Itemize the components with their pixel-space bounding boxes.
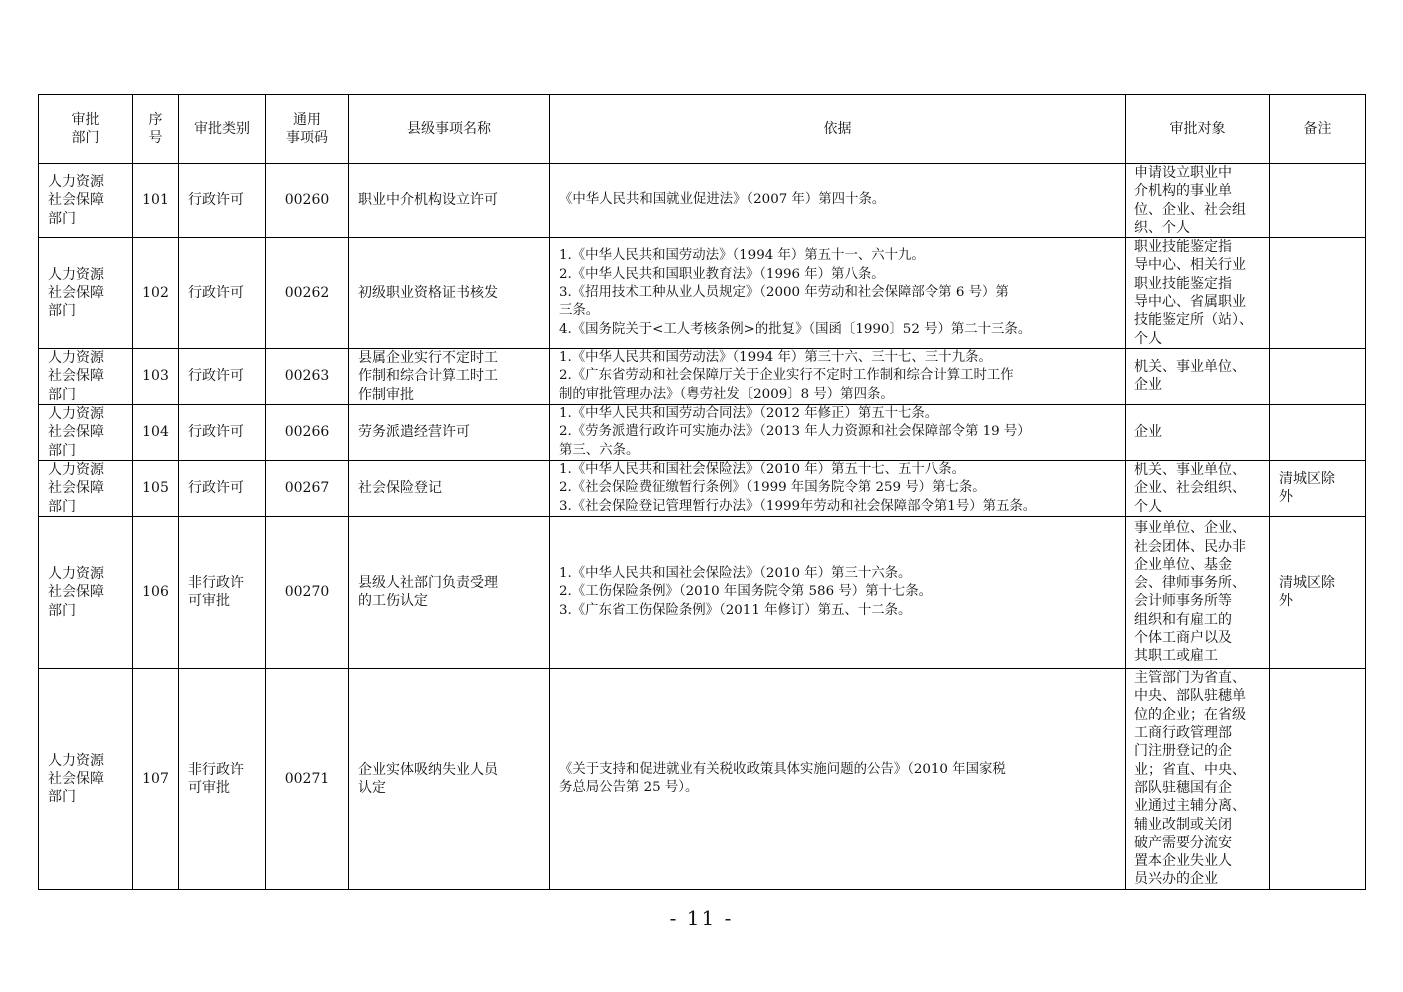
code-cell: 00270 xyxy=(266,516,349,668)
table-row xyxy=(39,238,1366,349)
target-cell: 职业技能鉴定指 导中心、相关行业 职业技能鉴定指 导中心、省属职业 技能鉴定所（站）、 个人 xyxy=(1126,238,1270,349)
item-name-cell: 社会保险登记 xyxy=(349,460,550,516)
code-cell: 00263 xyxy=(266,348,349,404)
basis-cell: 1.《中华人民共和国社会保险法》（2010 年）第五十七、五十八条。 2.《社会保险费征缴暂行条例》（1999 年国务院令第 259 号）第七条。 3.《社会保险登记管理暂行办法》（1999年劳动和社会保障部令第1号）第五条。 xyxy=(550,460,1126,516)
dept-cell: 人力资源 社会保障 部门 xyxy=(39,238,133,349)
number-cell: 102 xyxy=(133,238,179,349)
basis-cell: 1.《中华人民共和国劳动合同法》（2012 年修正）第五十七条。 2.《劳务派遣行政许可实施办法》（2013 年人力资源和社会保障部令第 19 号） 第三、六条。 xyxy=(550,404,1126,460)
dept-cell: 人力资源 社会保障 部门 xyxy=(39,668,133,889)
target-cell: 事业单位、企业、 社会团体、民办非 企业单位、基金 会、律师事务所、 会计师事务所等 组织和有雇工的 个体工商户以及 其职工或雇工 xyxy=(1126,516,1270,668)
basis-cell: 《关于支持和促进就业有关税收政策具体实施问题的公告》（2010 年国家税 务总局公告第 25 号）。 xyxy=(550,668,1126,889)
approval-items-table xyxy=(38,94,1366,890)
header-category: 审批类别 xyxy=(179,95,266,164)
item-name-cell: 初级职业资格证书核发 xyxy=(349,238,550,349)
table-row xyxy=(39,404,1366,460)
category-cell: 行政许可 xyxy=(179,348,266,404)
basis-cell: 《中华人民共和国就业促进法》（2007 年）第四十条。 xyxy=(550,164,1126,238)
table-header-row xyxy=(39,95,1366,164)
target-cell: 申请设立职业中 介机构的事业单 位、企业、社会组 织、个人 xyxy=(1126,164,1270,238)
item-name-cell: 企业实体吸纳失业人员 认定 xyxy=(349,668,550,889)
dept-cell: 人力资源 社会保障 部门 xyxy=(39,164,133,238)
remark-cell xyxy=(1270,164,1366,238)
number-cell: 101 xyxy=(133,164,179,238)
remark-cell xyxy=(1270,348,1366,404)
number-cell: 104 xyxy=(133,404,179,460)
dept-cell: 人力资源 社会保障 部门 xyxy=(39,348,133,404)
header-remark: 备注 xyxy=(1270,95,1366,164)
basis-cell: 1.《中华人民共和国劳动法》（1994 年）第五十一、六十九。 2.《中华人民共和国职业教育法》（1996 年）第八条。 3.《招用技术工种从业人员规定》（2000 年劳动和社会保障部令第 6 号）第 三条。 4.《国务院关于<工人考核条例>的批复》（国函〔1990〕52 号）第二十三条。 xyxy=(550,238,1126,349)
item-name-cell: 县属企业实行不定时工 作制和综合计算工时工 作制审批 xyxy=(349,348,550,404)
table-row xyxy=(39,460,1366,516)
target-cell: 机关、事业单位、 企业 xyxy=(1126,348,1270,404)
remark-cell xyxy=(1270,238,1366,349)
remark-cell xyxy=(1270,404,1366,460)
number-cell: 105 xyxy=(133,460,179,516)
code-cell: 00271 xyxy=(266,668,349,889)
table-row xyxy=(39,164,1366,238)
code-cell: 00260 xyxy=(266,164,349,238)
number-cell: 106 xyxy=(133,516,179,668)
target-cell: 机关、事业单位、 企业、社会组织、 个人 xyxy=(1126,460,1270,516)
remark-cell: 清城区除 外 xyxy=(1270,516,1366,668)
basis-cell: 1.《中华人民共和国社会保险法》（2010 年）第三十六条。 2.《工伤保险条例》（2010 年国务院令第 586 号）第十七条。 3.《广东省工伤保险条例》（2011 年修订）第五、十二条。 xyxy=(550,516,1126,668)
table-row xyxy=(39,348,1366,404)
number-cell: 103 xyxy=(133,348,179,404)
header-item-name: 县级事项名称 xyxy=(349,95,550,164)
header-no: 序 号 xyxy=(133,95,179,164)
category-cell: 非行政许 可审批 xyxy=(179,516,266,668)
category-cell: 行政许可 xyxy=(179,238,266,349)
item-name-cell: 劳务派遣经营许可 xyxy=(349,404,550,460)
dept-cell: 人力资源 社会保障 部门 xyxy=(39,516,133,668)
header-target: 审批对象 xyxy=(1126,95,1270,164)
remark-cell xyxy=(1270,668,1366,889)
item-name-cell: 职业中介机构设立许可 xyxy=(349,164,550,238)
header-code: 通用 事项码 xyxy=(266,95,349,164)
category-cell: 非行政许 可审批 xyxy=(179,668,266,889)
table-row xyxy=(39,668,1366,889)
category-cell: 行政许可 xyxy=(179,460,266,516)
target-cell: 主管部门为省直、 中央、部队驻穗单 位的企业；在省级 工商行政管理部 门注册登记的企 业；省直、中央、 部队驻穗国有企 业通过主辅分离、 辅业改制或关闭 破产需要分流安 置本企业失业人 员兴办的企业 xyxy=(1126,668,1270,889)
item-name-cell: 县级人社部门负责受理 的工伤认定 xyxy=(349,516,550,668)
code-cell: 00266 xyxy=(266,404,349,460)
dept-cell: 人力资源 社会保障 部门 xyxy=(39,404,133,460)
header-dept: 审批 部门 xyxy=(39,95,133,164)
category-cell: 行政许可 xyxy=(179,404,266,460)
number-cell: 107 xyxy=(133,668,179,889)
code-cell: 00262 xyxy=(266,238,349,349)
dept-cell: 人力资源 社会保障 部门 xyxy=(39,460,133,516)
code-cell: 00267 xyxy=(266,460,349,516)
basis-cell: 1.《中华人民共和国劳动法》（1994 年）第三十六、三十七、三十九条。 2.《广东省劳动和社会保障厅关于企业实行不定时工作制和综合计算工时工作 制的审批管理办法》（粤劳社发〔2009〕8 号）第四条。 xyxy=(550,348,1126,404)
target-cell: 企业 xyxy=(1126,404,1270,460)
category-cell: 行政许可 xyxy=(179,164,266,238)
remark-cell: 清城区除 外 xyxy=(1270,460,1366,516)
header-basis: 依据 xyxy=(550,95,1126,164)
page-number: - 11 - xyxy=(669,906,734,930)
table-row xyxy=(39,516,1366,668)
